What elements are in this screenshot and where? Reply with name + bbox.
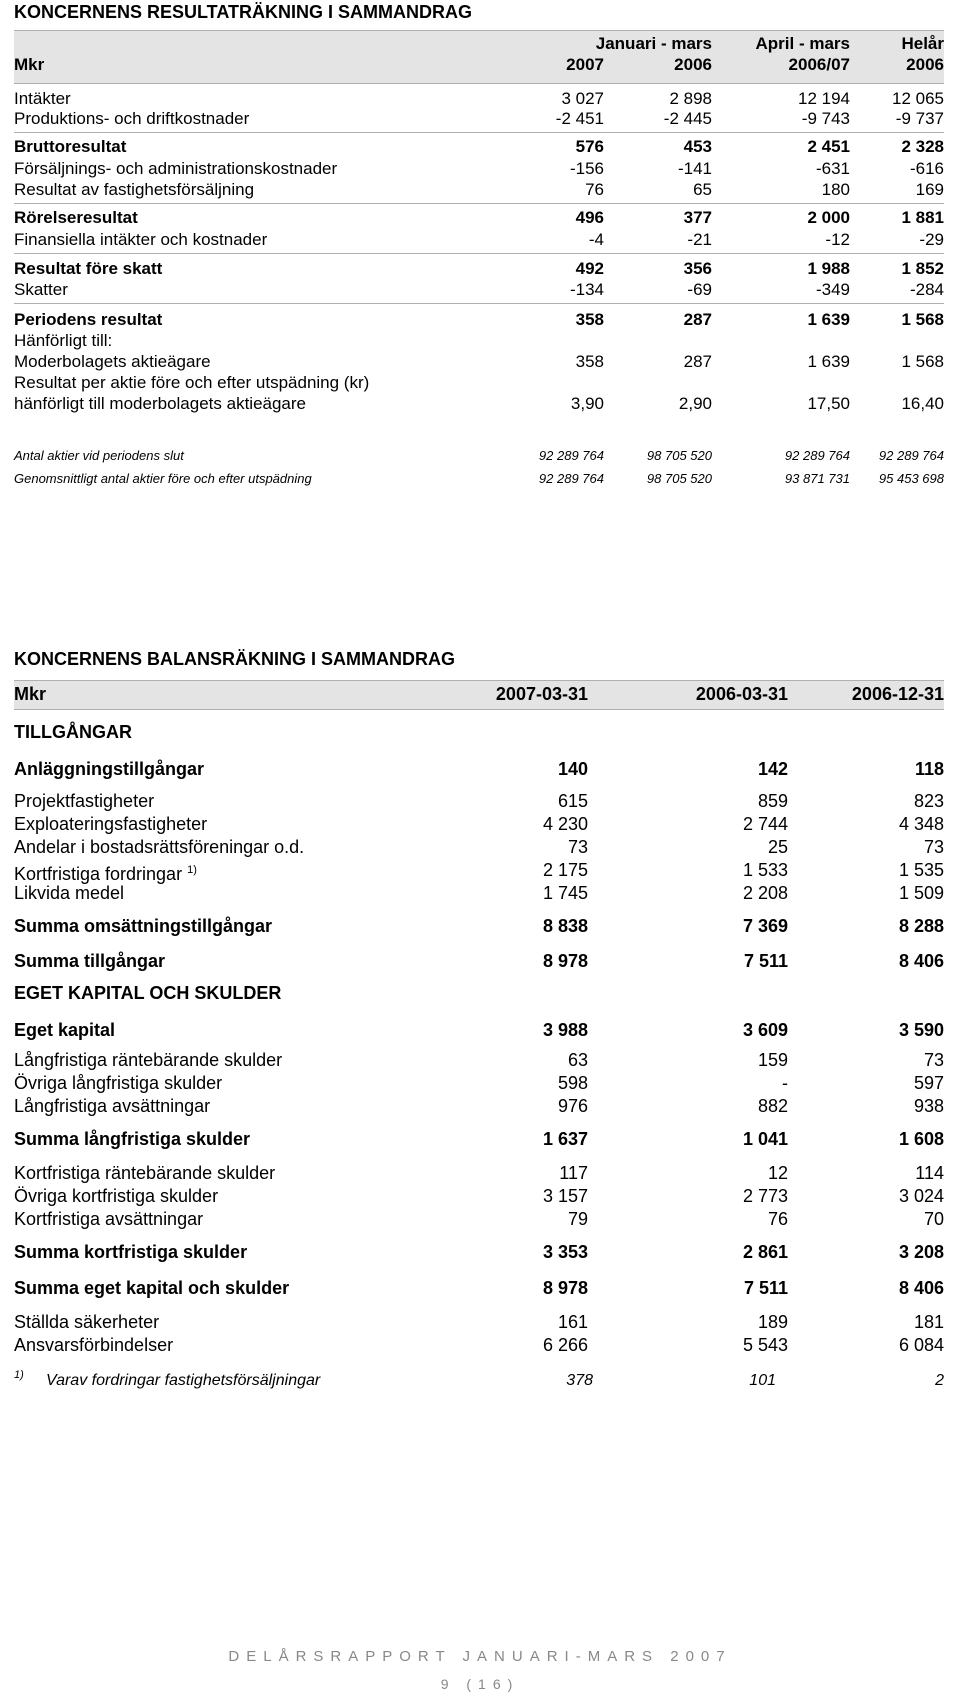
row-label: Resultat av fastighetsförsäljning [14,180,255,199]
row-label: Resultat före skatt [14,259,163,278]
income-row-parent-shareholders [14,352,944,372]
row-value: 73 [567,837,588,857]
row-value: 2 898 [669,89,712,108]
row-value: 938 [913,1096,944,1116]
row-label: Intäkter [14,89,71,108]
balance-row-development-properties [14,813,944,835]
row-label: hänförligt till moderbolagets aktieägare [14,394,307,413]
balance-row-cash [14,882,944,904]
row-value: 63 [567,1050,588,1070]
row-label: Rörelseresultat [14,208,138,227]
row-label: Summa omsättningstillgångar [14,916,273,936]
row-value: -2 445 [663,109,712,128]
header-period-apr-mar: April - mars [755,34,850,53]
row-value: 92 289 764 [784,448,850,463]
row-value: -29 [919,230,944,249]
balance-footnote [14,1370,944,1392]
row-label: Anläggningstillgångar [14,759,205,779]
row-value: -284 [909,280,944,299]
row-value: 358 [575,352,604,371]
row-value: 287 [683,310,712,329]
row-value: 2 208 [742,883,788,903]
balance-row-housing-cooperatives [14,836,944,858]
row-value: 1 608 [898,1129,944,1149]
equity-liabilities-heading: EGET KAPITAL OCH SKULDER [14,983,282,1003]
row-value: -616 [909,159,944,178]
row-value: 2 328 [901,137,944,156]
row-value: 5 543 [742,1335,788,1355]
row-value: 181 [913,1312,944,1332]
balance-sheet-title: KONCERNENS BALANSRÄKNING I SAMMANDRAG [14,649,455,669]
row-value: 1 533 [742,860,788,880]
row-value: 3 157 [542,1186,588,1206]
row-value: 1 568 [901,352,944,371]
row-value: -631 [815,159,850,178]
row-value: 492 [575,259,604,278]
balance-row-equity [14,1019,944,1041]
row-divider [14,253,944,254]
row-label: Skatter [14,280,68,299]
report-footer-title: DELÅRSRAPPORT JANUARI-MARS 2007 [228,1648,732,1665]
income-row-profit-before-tax [14,259,944,279]
row-label: Övriga kortfristiga skulder [14,1186,219,1206]
row-value: 93 871 731 [784,471,850,486]
row-value: 76 [585,180,604,199]
row-value: 597 [913,1073,944,1093]
row-value: -4 [588,230,604,249]
row-value: 615 [557,791,588,811]
page-number: 9 (16) [440,1676,520,1692]
row-value: 3 024 [898,1186,944,1206]
row-value: 1 637 [542,1129,588,1149]
row-value: 3 988 [542,1020,588,1040]
row-value: -141 [677,159,712,178]
row-value: 65 [693,180,712,199]
header-year: 2006/07 [788,55,850,74]
row-value: -9 743 [801,109,850,128]
income-row-admin-costs [14,159,944,179]
row-value: -2 451 [555,109,604,128]
row-label: Resultat per aktie före och efter utspädning (kr) [14,373,370,392]
row-label: Bruttoresultat [14,137,127,156]
row-value: 598 [557,1073,588,1093]
balance-row-contingent-liabilities [14,1334,944,1356]
row-value: 3 208 [898,1242,944,1262]
row-value: 8 838 [542,916,588,936]
footnote-marker: 1) [187,864,197,876]
row-label: Långfristiga räntebärande skulder [14,1050,283,1070]
shares-row-outstanding [14,448,944,464]
row-value: 118 [914,759,944,779]
row-label: Likvida medel [14,883,125,903]
row-label: Produktions- och driftkostnader [14,109,250,128]
header-unit: Mkr [14,55,45,74]
row-value: 12 [767,1163,788,1183]
row-value: 73 [923,837,944,857]
row-value: 8 978 [542,1278,588,1298]
row-value: -9 737 [895,109,944,128]
row-value: 3 609 [742,1020,788,1040]
row-label: Eget kapital [14,1020,116,1040]
row-value: -69 [687,280,712,299]
row-label: Övriga långfristiga skulder [14,1073,223,1093]
row-label: Projektfastigheter [14,791,155,811]
header-date: 2007-03-31 [495,684,588,704]
row-value: 3 353 [542,1242,588,1262]
row-value: - [782,1073,788,1093]
row-divider [14,303,944,304]
row-value: 3,90 [570,394,604,413]
row-value: 287 [683,352,712,371]
row-divider [14,203,944,204]
row-value: 1 639 [807,352,850,371]
row-value: 2 773 [742,1186,788,1206]
row-value: 2 861 [742,1242,788,1262]
row-value: 1 639 [807,310,850,329]
footnote-marker: 1) [14,1369,24,1381]
row-label: Kortfristiga räntebärande skulder [14,1163,276,1183]
balance-row-total-lt-liabilities [14,1128,944,1150]
row-value: 189 [757,1312,788,1332]
row-value: 882 [757,1096,788,1116]
row-value: 76 [767,1209,788,1229]
income-row-operating-profit [14,208,944,228]
balance-row-project-properties [14,790,944,812]
row-value: 95 453 698 [878,471,944,486]
balance-row-st-provisions [14,1208,944,1230]
row-value: 1 745 [542,883,588,903]
row-value: 496 [575,208,604,227]
header-unit: Mkr [14,684,47,704]
balance-row-other-lt-liabilities [14,1072,944,1094]
row-label: Summa långfristiga skulder [14,1129,251,1149]
income-table-header [14,30,944,84]
income-statement-title: KONCERNENS RESULTATRÄKNING I SAMMANDRAG [14,2,472,22]
row-label: Kortfristiga fordringar $^{1)}$ [14,864,197,884]
row-value: 79 [567,1209,588,1229]
row-label: Summa kortfristiga skulder [14,1242,248,1262]
row-label: Finansiella intäkter och kostnader [14,230,268,249]
row-value: 1 535 [898,860,944,880]
row-value: 8 288 [898,916,944,936]
row-value: -21 [687,230,712,249]
balance-row-st-interest-liabilities [14,1162,944,1184]
row-value: 92 289 764 [878,448,944,463]
header-period-jan-mar: Januari - mars [595,34,712,53]
income-row-period-result [14,310,944,330]
footnote-label: Varav fordringar fastighetsförsäljningar [46,1372,321,1389]
row-value: 161 [557,1312,588,1332]
row-value: 377 [683,208,712,227]
row-value: 169 [915,180,944,199]
income-row-gross-profit [14,137,944,157]
balance-row-pledged-assets [14,1311,944,1333]
header-year: 2006 [674,55,712,74]
header-year: 2007 [566,55,604,74]
row-label: Exploateringsfastigheter [14,814,208,834]
row-value: 12 194 [798,89,850,108]
row-value: 2,90 [678,394,712,413]
header-year: 2006 [906,55,944,74]
income-row-eps-heading [14,373,944,393]
row-value: 823 [913,791,944,811]
row-value: 1 852 [901,259,944,278]
balance-table-header [14,680,944,710]
row-label: Summa tillgångar [14,951,166,971]
balance-row-total-st-liabilities [14,1241,944,1263]
row-value: 859 [757,791,788,811]
row-label: Långfristiga avsättningar [14,1096,211,1116]
row-label: Försäljnings- och administrationskostnader [14,159,338,178]
row-label: Kortfristiga avsättningar [14,1209,204,1229]
row-value: 12 065 [892,89,944,108]
balance-row-total-current-assets [14,915,944,937]
row-value: 8 978 [542,951,588,971]
row-value: -134 [569,280,604,299]
assets-heading: TILLGÅNGAR [14,722,132,742]
header-date: 2006-03-31 [695,684,788,704]
row-label: Hänförligt till: [14,331,113,350]
row-value: 114 [915,1163,944,1183]
footnote-value: 101 [749,1372,776,1389]
balance-row-total-assets [14,950,944,972]
income-row-property-sales [14,180,944,200]
footnote-value: 2 [935,1372,944,1389]
row-value: 2 175 [542,860,588,880]
row-value: 92 289 764 [538,471,604,486]
row-value: 92 289 764 [538,448,604,463]
row-value: 4 348 [898,814,944,834]
income-row-eps [14,394,944,414]
row-value: 70 [923,1209,944,1229]
row-value: 159 [757,1050,788,1070]
row-value: 3 027 [561,89,604,108]
row-value: 7 511 [743,1278,788,1298]
row-label: Moderbolagets aktieägare [14,352,211,371]
shares-row-average [14,471,944,487]
row-label: Andelar i bostadsrättsföreningar o.d. [14,837,305,857]
balance-row-current-receivables [14,859,944,884]
row-value: 2 744 [742,814,788,834]
income-row-attributable [14,331,944,351]
row-value: 98 705 520 [646,448,712,463]
balance-row-lt-provisions [14,1095,944,1117]
row-value: 976 [557,1096,588,1116]
row-value: 73 [923,1050,944,1070]
row-value: 140 [557,759,588,779]
row-label: Periodens resultat [14,310,163,329]
row-label: Ansvarsförbindelser [14,1335,174,1355]
row-label: Antal aktier vid periodens slut [14,448,184,463]
row-value: 1 041 [742,1129,788,1149]
row-value: 142 [757,759,788,779]
row-value: 98 705 520 [646,471,712,486]
row-value: 16,40 [901,394,944,413]
row-value: 8 406 [898,1278,944,1298]
row-value: 1 988 [807,259,850,278]
row-value: 17,50 [807,394,850,413]
income-row-revenue [14,89,944,109]
row-value: 1 568 [901,310,944,329]
row-value: 117 [559,1163,588,1183]
row-divider [14,132,944,133]
row-value: -349 [815,280,850,299]
row-value: 356 [683,259,712,278]
row-value: 7 511 [743,951,788,971]
row-value: 3 590 [898,1020,944,1040]
balance-row-other-st-liabilities [14,1185,944,1207]
row-value: 6 084 [898,1335,944,1355]
income-row-production-costs [14,109,944,129]
balance-row-fixed-assets [14,758,944,780]
row-value: -12 [825,230,850,249]
row-value: 358 [575,310,604,329]
row-value: 1 509 [898,883,944,903]
row-label: Summa eget kapital och skulder [14,1278,290,1298]
header-date: 2006-12-31 [851,684,944,704]
footnote-value: 378 [566,1372,593,1389]
row-value: 25 [767,837,788,857]
row-value: 2 000 [807,208,850,227]
header-period-full-year: Helår [901,34,944,53]
row-value: 453 [683,137,712,156]
row-value: 2 451 [807,137,850,156]
row-value: 4 230 [542,814,588,834]
row-value: 1 881 [901,208,944,227]
income-row-financial [14,230,944,250]
row-value: 6 266 [542,1335,588,1355]
row-value: -156 [569,159,604,178]
balance-row-lt-interest-liabilities [14,1049,944,1071]
row-label: Ställda säkerheter [14,1312,160,1332]
balance-row-total-equity-liabilities [14,1277,944,1299]
income-row-taxes [14,280,944,300]
row-value: 180 [821,180,850,199]
row-value: 576 [575,137,604,156]
row-value: 8 406 [898,951,944,971]
row-label: Genomsnittligt antal aktier före och efter utspädning [14,471,312,486]
row-value: 7 369 [742,916,788,936]
